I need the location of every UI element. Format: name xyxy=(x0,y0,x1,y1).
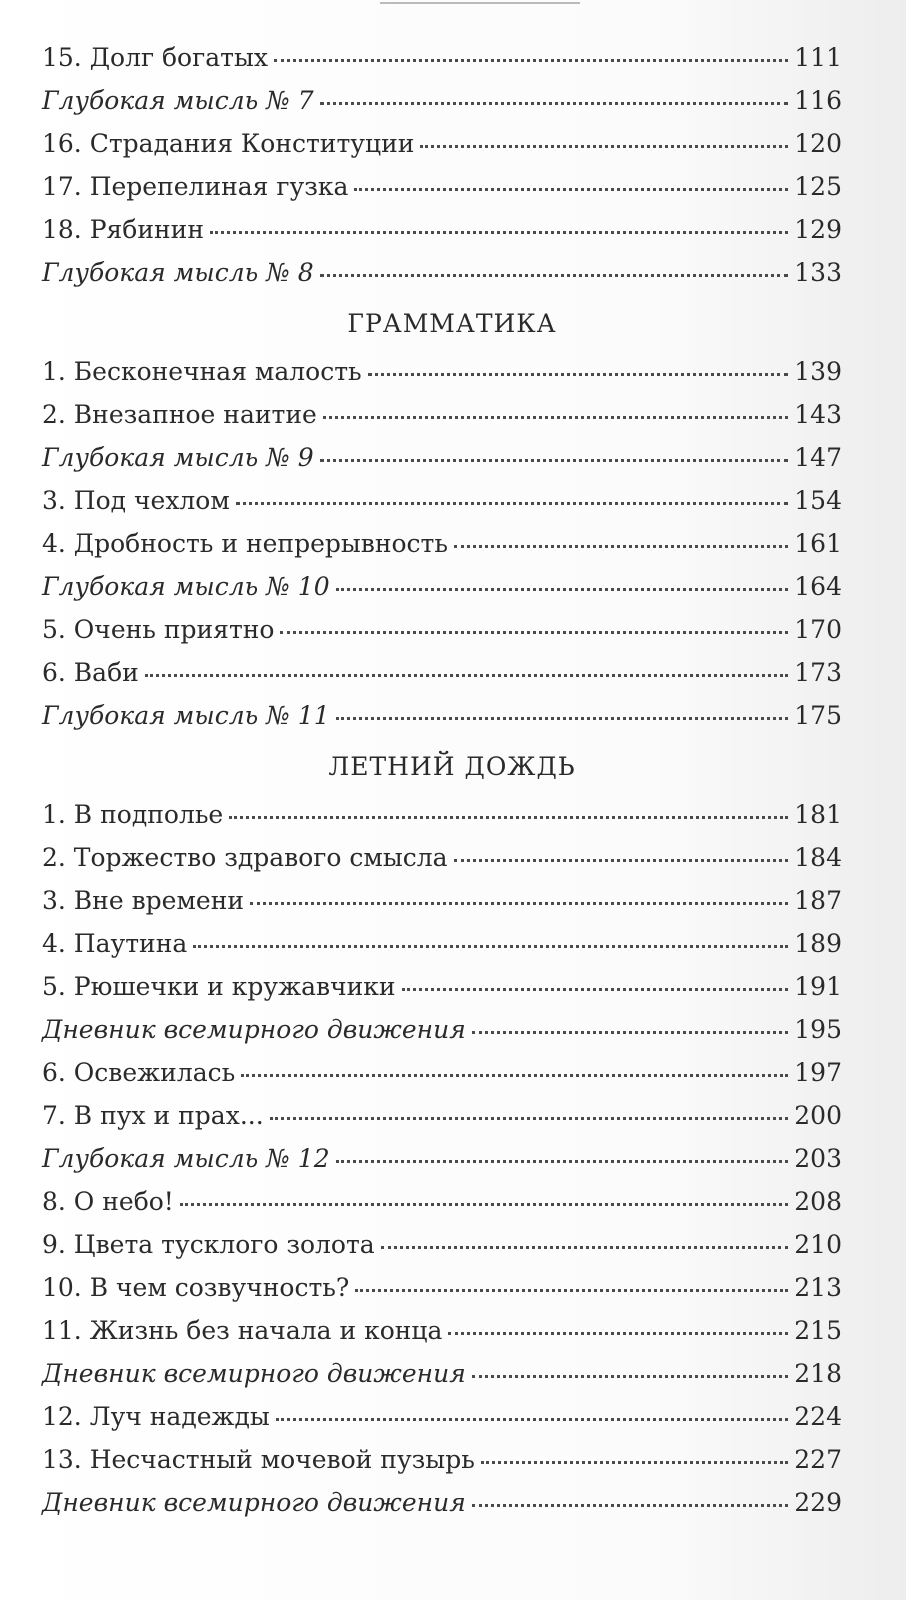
dot-leader xyxy=(472,1374,789,1378)
dot-leader xyxy=(354,187,788,191)
toc-entry-title: 1. Бесконечная малость xyxy=(42,357,362,386)
dot-leader xyxy=(250,901,788,905)
dot-leader xyxy=(448,1331,788,1335)
previous-line-fragment xyxy=(380,0,580,4)
toc-entry[interactable] xyxy=(42,1137,842,1180)
toc-entry-page-number: 164 xyxy=(794,572,842,601)
dot-leader xyxy=(420,144,788,148)
toc-entry-page-number: 161 xyxy=(794,529,842,558)
toc-entry[interactable] xyxy=(42,1051,842,1094)
toc-entry[interactable] xyxy=(42,1352,842,1395)
toc-entry-title: 17. Перепелиная гузка xyxy=(42,172,349,201)
toc-entry[interactable] xyxy=(42,1094,842,1137)
dot-leader xyxy=(323,415,788,419)
toc-entry[interactable] xyxy=(42,36,842,79)
toc-entry-page-number: 175 xyxy=(794,701,842,730)
dot-leader xyxy=(355,1288,788,1292)
toc-entry-page-number: 191 xyxy=(794,972,842,1001)
toc-entry[interactable] xyxy=(42,1309,842,1352)
toc-entry-title: 4. Дробность и непрерывность xyxy=(42,529,448,558)
toc-entry-title: 1. В подполье xyxy=(42,800,224,829)
toc-entry-page-number: 111 xyxy=(794,43,842,72)
section-heading-summer-rain: ЛЕТНИЙ ДОЖДЬ xyxy=(328,752,576,781)
dot-leader xyxy=(336,1159,789,1163)
toc-entry-title: Дневник всемирного движения xyxy=(42,1488,466,1517)
toc-entry-title: 2. Торжество здравого смысла xyxy=(42,843,448,872)
dot-leader xyxy=(336,716,789,720)
dot-leader xyxy=(193,944,788,948)
toc-list-grammar xyxy=(42,350,842,737)
toc-entry-title: Глубокая мысль № 10 xyxy=(42,572,330,601)
toc-entry-page-number: 116 xyxy=(794,86,842,115)
toc-entry[interactable] xyxy=(42,836,842,879)
toc-entry-page-number: 213 xyxy=(794,1273,842,1302)
toc-entry[interactable] xyxy=(42,122,842,165)
toc-entry-title: 3. Вне времени xyxy=(42,886,245,915)
toc-entry-page-number: 197 xyxy=(794,1058,842,1087)
toc-list-summer-rain xyxy=(42,793,842,1524)
toc-entry[interactable] xyxy=(42,1481,842,1524)
dot-leader xyxy=(241,1073,788,1077)
toc-entry-page-number: 224 xyxy=(794,1402,842,1431)
toc-entry[interactable] xyxy=(42,1008,842,1051)
dot-leader xyxy=(454,858,789,862)
toc-entry[interactable] xyxy=(42,251,842,294)
toc-entry-title: Глубокая мысль № 12 xyxy=(42,1144,330,1173)
toc-entry-page-number: 120 xyxy=(794,129,842,158)
dot-leader xyxy=(336,587,789,591)
toc-entry-title: 10. В чем созвучность? xyxy=(42,1273,350,1302)
toc-entry[interactable] xyxy=(42,436,842,479)
toc-entry-title: 15. Долг богатых xyxy=(42,43,268,72)
toc-entry-page-number: 173 xyxy=(794,658,842,687)
toc-entry-title: 3. Под чехлом xyxy=(42,486,230,515)
toc-entry-title: Дневник всемирного движения xyxy=(42,1359,466,1388)
toc-entry-page-number: 187 xyxy=(794,886,842,915)
toc-entry-page-number: 227 xyxy=(794,1445,842,1474)
toc-entry[interactable] xyxy=(42,1180,842,1223)
toc-list-part-1 xyxy=(42,36,842,294)
toc-entry-page-number: 210 xyxy=(794,1230,842,1259)
toc-entry-title: Глубокая мысль № 7 xyxy=(42,86,314,115)
toc-entry[interactable] xyxy=(42,879,842,922)
toc-entry-page-number: 208 xyxy=(794,1187,842,1216)
toc-entry[interactable] xyxy=(42,565,842,608)
toc-entry-page-number: 229 xyxy=(794,1488,842,1517)
dot-leader xyxy=(236,501,788,505)
dot-leader xyxy=(320,273,789,277)
toc-entry-page-number: 184 xyxy=(794,843,842,872)
toc-entry-page-number: 143 xyxy=(794,400,842,429)
toc-entry-page-number: 195 xyxy=(794,1015,842,1044)
toc-entry-title: Глубокая мысль № 8 xyxy=(42,258,314,287)
toc-entry-title: 5. Рюшечки и кружавчики xyxy=(42,972,396,1001)
dot-leader xyxy=(145,673,788,677)
dot-leader xyxy=(229,815,788,819)
dot-leader xyxy=(472,1030,789,1034)
toc-entry-title: Глубокая мысль № 9 xyxy=(42,443,314,472)
toc-entry-title: 12. Луч надежды xyxy=(42,1402,270,1431)
toc-entry-title: 6. Освежилась xyxy=(42,1058,236,1087)
toc-entry-title: 8. О небо! xyxy=(42,1187,174,1216)
toc-entry-page-number: 133 xyxy=(794,258,842,287)
toc-entry-page-number: 129 xyxy=(794,215,842,244)
toc-entry[interactable] xyxy=(42,608,842,651)
toc-entry-title: 9. Цвета тусклого золота xyxy=(42,1230,375,1259)
toc-entry-page-number: 147 xyxy=(794,443,842,472)
toc-entry-page-number: 154 xyxy=(794,486,842,515)
toc-entry-title: 2. Внезапное наитие xyxy=(42,400,317,429)
dot-leader xyxy=(210,230,788,234)
toc-entry[interactable] xyxy=(42,208,842,251)
toc-entry[interactable] xyxy=(42,350,842,393)
toc-entry-page-number: 170 xyxy=(794,615,842,644)
dot-leader xyxy=(454,544,788,548)
toc-entry[interactable] xyxy=(42,651,842,694)
toc-entry[interactable] xyxy=(42,793,842,836)
toc-entry[interactable] xyxy=(42,479,842,522)
toc-entry[interactable] xyxy=(42,694,842,737)
toc-entry-title: Дневник всемирного движения xyxy=(42,1015,466,1044)
toc-entry[interactable] xyxy=(42,165,842,208)
toc-entry-title: 5. Очень приятно xyxy=(42,615,275,644)
toc-entry-title: 13. Несчастный мочевой пузырь xyxy=(42,1445,475,1474)
toc-entry[interactable] xyxy=(42,922,842,965)
toc-entry-page-number: 215 xyxy=(794,1316,842,1345)
dot-leader xyxy=(381,1245,789,1249)
dot-leader xyxy=(368,372,789,376)
toc-entry-page-number: 125 xyxy=(794,172,842,201)
toc-entry[interactable] xyxy=(42,522,842,565)
toc-entry-page-number: 200 xyxy=(794,1101,842,1130)
toc-entry[interactable] xyxy=(42,1223,842,1266)
toc-entry[interactable] xyxy=(42,79,842,122)
toc-entry[interactable] xyxy=(42,965,842,1008)
toc-entry-title: 4. Паутина xyxy=(42,929,188,958)
toc-entry-page-number: 189 xyxy=(794,929,842,958)
dot-leader xyxy=(320,458,789,462)
dot-leader xyxy=(280,630,788,634)
dot-leader xyxy=(270,1116,789,1120)
toc-entry-title: 7. В пух и прах... xyxy=(42,1101,264,1130)
dot-leader xyxy=(481,1460,788,1464)
dot-leader xyxy=(180,1202,788,1206)
toc-entry[interactable] xyxy=(42,1266,842,1309)
dot-leader xyxy=(276,1417,788,1421)
toc-entry-page-number: 139 xyxy=(794,357,842,386)
toc-entry-title: 18. Рябинин xyxy=(42,215,204,244)
toc-entry-page-number: 203 xyxy=(794,1144,842,1173)
toc-entry[interactable] xyxy=(42,1395,842,1438)
toc-entry[interactable] xyxy=(42,393,842,436)
toc-entry-title: 16. Страдания Конституции xyxy=(42,129,415,158)
toc-entry-title: 11. Жизнь без начала и конца xyxy=(42,1316,443,1345)
section-heading-grammar: ГРАММАТИКА xyxy=(347,309,557,338)
dot-leader xyxy=(274,58,788,62)
toc-entry-title: 6. Ваби xyxy=(42,658,139,687)
toc-entry[interactable] xyxy=(42,1438,842,1481)
toc-entry-title: Глубокая мысль № 11 xyxy=(42,701,330,730)
dot-leader xyxy=(402,987,789,991)
dot-leader xyxy=(320,101,789,105)
dot-leader xyxy=(472,1503,789,1507)
toc-entry-page-number: 218 xyxy=(794,1359,842,1388)
toc-entry-page-number: 181 xyxy=(794,800,842,829)
